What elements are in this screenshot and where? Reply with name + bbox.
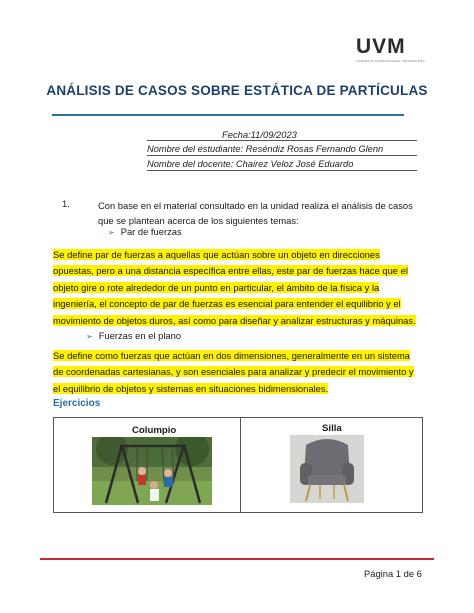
paragraph-par-de-fuerzas bbox=[53, 247, 423, 329]
arrow-bullet-icon: ➢ bbox=[86, 332, 93, 341]
logo-text: UVM bbox=[356, 35, 406, 58]
highlighted-text: Se define como fuerzas que actúan en dos dimensiones, generalmente en un sistema de coordenadas cartesianas, y son esenciales para analizar y predecir el movimiento y el equilibrio de objetos y sistemas en situaciones bidimensionales. bbox=[53, 350, 414, 394]
arrow-bullet-icon: ➢ bbox=[108, 228, 115, 237]
bullet-label: Par de fuerzas bbox=[120, 226, 182, 237]
teacher-name: Nombre del docente: Chairez Veloz José Eduardo bbox=[147, 159, 417, 171]
page-number: Página 1 de 6 bbox=[364, 568, 422, 579]
item-text: Con base en el material consultado en la unidad realiza el análisis de casos que se plantean acerca de los siguientes temas: bbox=[98, 200, 413, 226]
meta-divider bbox=[147, 140, 417, 141]
document-title: ANÁLISIS DE CASOS SOBRE ESTÁTICA DE PARTÍCULAS bbox=[46, 83, 428, 98]
bullet-fuerzas-en-el-plano bbox=[86, 330, 181, 341]
bullet-par-de-fuerzas bbox=[108, 226, 182, 237]
student-name: Nombre del estudiante: Reséndiz Rosas Fernando Glenn bbox=[147, 144, 417, 156]
highlighted-text: Se define par de fuerzas a aquellas que actúan sobre un objeto en direcciones opuestas, pero a una distancia específica entre ellas, este par de fuerzas hace que el objeto gire o rote alrededor de un punto en particular, el ámbito de la física y la ingeniería, el concepto de par de fuerzas es esencial para entender el equilibrio y el movimiento de objetos duros, así como para diseñar y analizar estructuras y máquinas. bbox=[53, 249, 416, 326]
swing-image bbox=[92, 437, 212, 505]
logo-subtitle: LAUREATE INTERNATIONAL UNIVERSITIES bbox=[356, 59, 425, 63]
table-cell-divider bbox=[240, 417, 241, 513]
footer-divider bbox=[40, 558, 434, 560]
caption-silla: Silla bbox=[322, 423, 342, 434]
title-divider bbox=[52, 114, 404, 116]
ejercicios-heading: Ejercicios bbox=[53, 398, 101, 409]
bullet-label: Fuerzas en el plano bbox=[98, 330, 182, 341]
uvm-logo bbox=[356, 35, 425, 66]
caption-columpio: Columpio bbox=[132, 425, 177, 436]
item-number: 1. bbox=[62, 198, 70, 209]
chair-image bbox=[290, 435, 364, 503]
fecha: Fecha:11/09/2023 bbox=[222, 129, 297, 140]
paragraph-fuerzas-en-el-plano bbox=[53, 348, 423, 397]
